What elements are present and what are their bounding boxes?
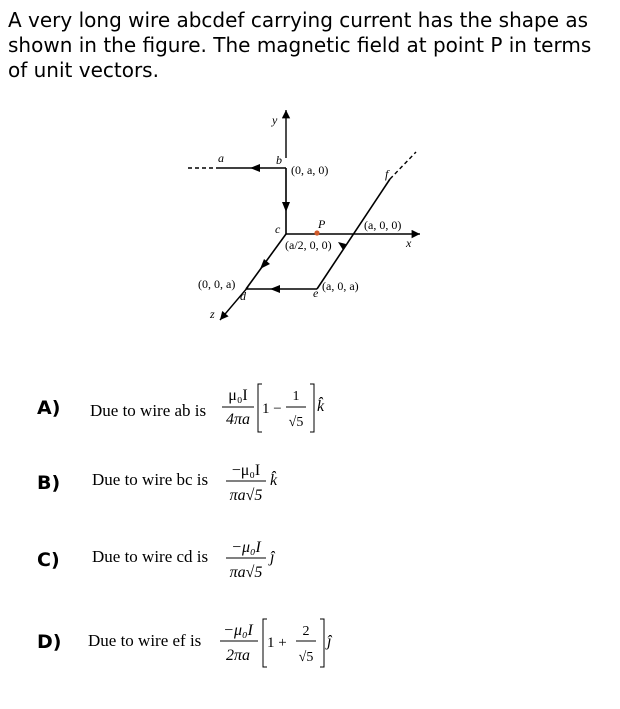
option-d-numerator: −μ₀I — [223, 622, 253, 639]
option-a-bracket-right — [310, 384, 314, 432]
coord-b: (0, a, 0) — [291, 163, 329, 177]
option-c-numerator: −μ₀I — [231, 539, 261, 556]
option-a-unit-vector: k̂ — [317, 398, 325, 415]
option-a-inner-denominator: √5 — [288, 415, 304, 430]
option-d-text: Due to wire ef is — [88, 631, 202, 650]
option-d-denominator: 2πa — [225, 647, 251, 664]
label-d: d — [240, 289, 246, 303]
option-c-letter: C) — [37, 549, 60, 571]
option-b-numerator: −μ₀I — [231, 462, 261, 479]
wire-f-dashed — [390, 152, 416, 179]
wire-cd-arrow — [260, 259, 270, 269]
label-e: e — [313, 286, 319, 300]
wire-figure — [180, 104, 430, 329]
option-a-text: Due to wire ab is — [90, 401, 207, 420]
option-b[interactable] — [0, 455, 620, 515]
option-c-formula — [222, 532, 302, 592]
option-a[interactable] — [0, 380, 620, 440]
option-d-unit-vector: ĵ — [327, 633, 332, 650]
option-c[interactable] — [0, 532, 620, 592]
coord-p: (a/2, 0, 0) — [285, 238, 332, 252]
label-p: P — [318, 217, 326, 231]
option-a-formula — [220, 380, 340, 440]
option-d-letter: D) — [37, 631, 62, 653]
coord-e: (a, 0, a) — [322, 279, 359, 293]
wire-de-arrow — [270, 285, 280, 293]
label-c: c — [275, 222, 281, 236]
option-a-denominator: 4πa — [225, 411, 251, 428]
option-a-bracket-lead: 1 − — [262, 401, 282, 417]
wire-ab-arrow — [250, 164, 260, 172]
option-b-formula — [222, 455, 302, 515]
question-text: A very long wire abcdef carrying current has the shape as shown in the figure. The magnetic field at point P in terms of unit vectors. — [8, 8, 592, 82]
label-b: b — [276, 153, 282, 167]
option-d-formula — [216, 615, 346, 675]
coord-x: (a, 0, 0) — [364, 218, 402, 232]
option-c-text: Due to wire cd is — [92, 547, 209, 566]
option-a-letter: A) — [37, 397, 61, 419]
wire-bc-arrow — [282, 202, 290, 212]
option-b-denominator: πa√5 — [229, 487, 263, 504]
option-d-inner-numerator: 2 — [302, 624, 310, 639]
label-f: f — [385, 167, 389, 181]
coord-d: (0, 0, a) — [198, 277, 236, 291]
point-p-marker — [314, 230, 319, 235]
option-d-inner-denominator: √5 — [298, 650, 314, 665]
option-b-letter: B) — [37, 472, 61, 494]
option-a-inner-numerator: 1 — [292, 389, 300, 404]
label-a: a — [218, 151, 224, 165]
wire-ef-arrow — [338, 242, 346, 250]
option-d-bracket-lead: 1 + — [267, 635, 287, 651]
y-axis-label: y — [272, 113, 278, 127]
option-b-text: Due to wire bc is — [92, 470, 209, 489]
z-axis-label: z — [210, 307, 215, 321]
option-c-unit-vector: ĵ — [270, 549, 275, 566]
option-d-bracket-right — [320, 619, 324, 667]
option-d[interactable] — [0, 615, 620, 675]
option-a-numerator: μ₀I — [228, 387, 248, 404]
x-axis-label: x — [406, 236, 412, 250]
option-b-unit-vector: k̂ — [270, 472, 278, 489]
option-c-denominator: πa√5 — [229, 564, 263, 581]
